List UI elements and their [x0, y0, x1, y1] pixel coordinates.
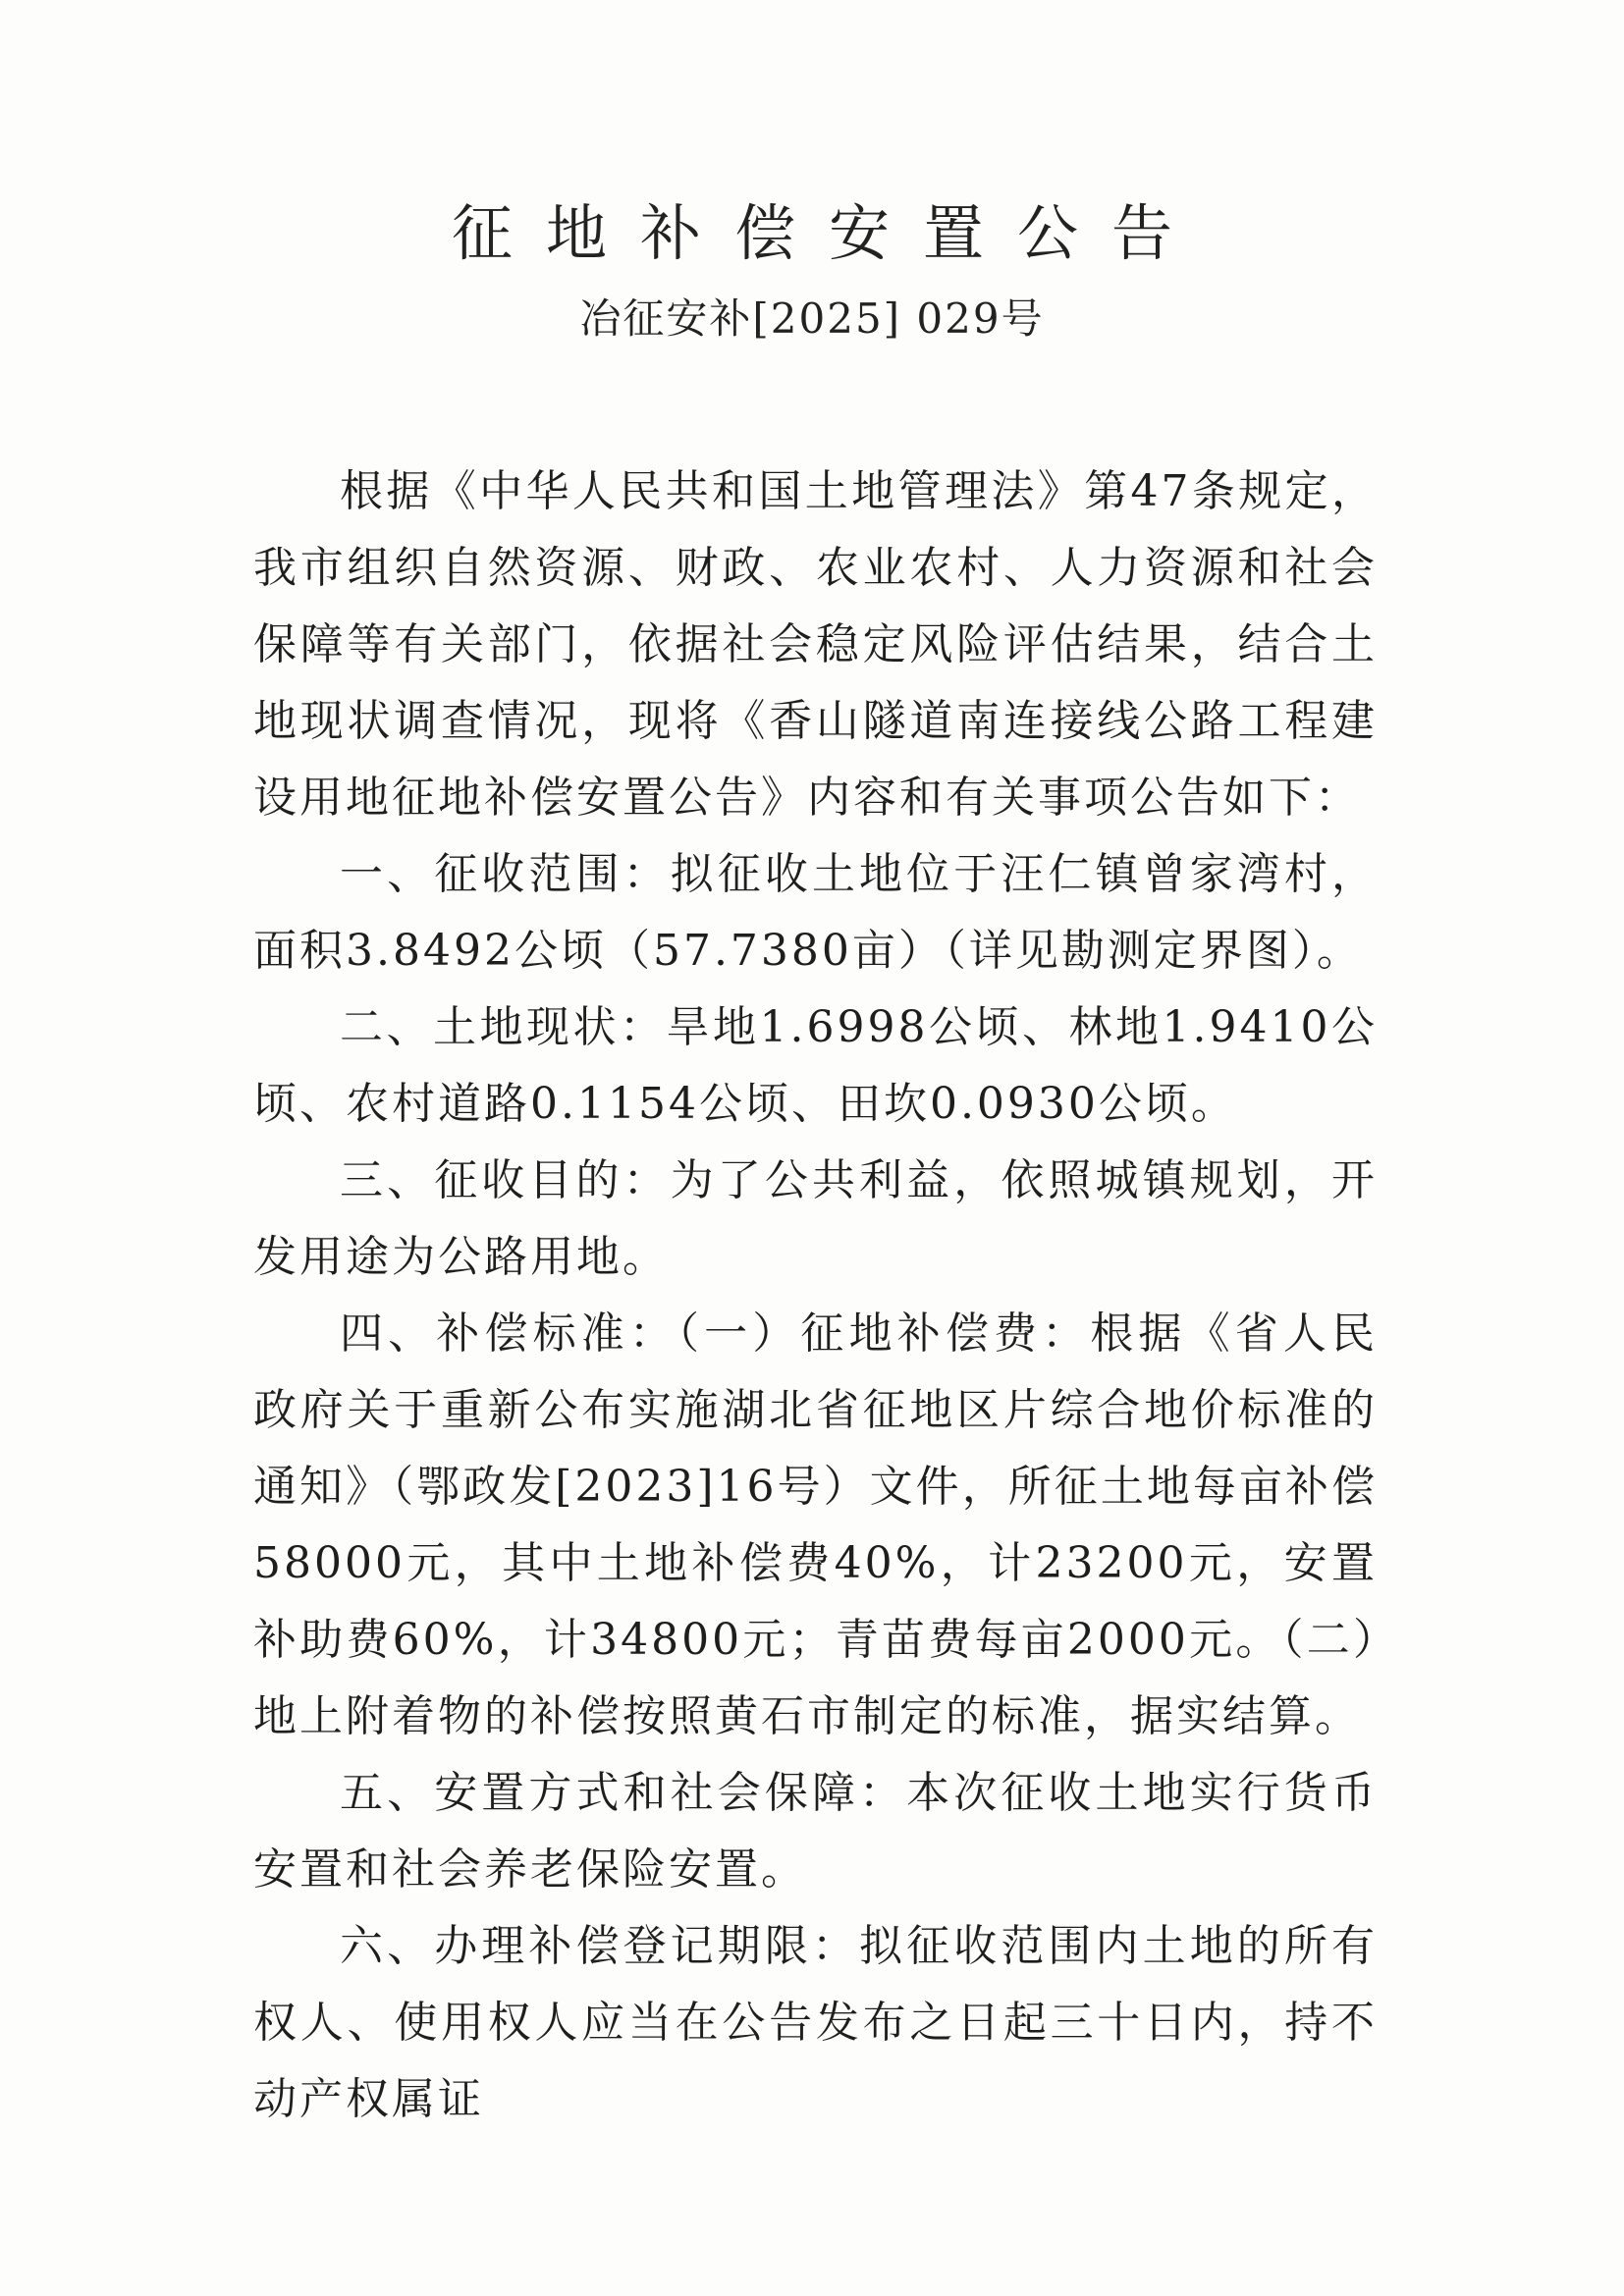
document-body: [253, 454, 1378, 2138]
document-number: 冶征安补[2025] 029号: [579, 294, 1045, 343]
paragraph-intro: 根据《中华人民共和国土地管理法》第47条规定，我市组织自然资源、财政、农业农村、人力资源和社会保障等有关部门，依据社会稳定风险评估结果，结合土地现状调查情况，现将《香山隧道南连接线公路工程建设用地征地补偿安置公告》内容和有关事项公告如下：: [253, 466, 1378, 823]
paragraph-purpose: 三、征收目的：为了公共利益，依照城镇规划，开发用途为公路用地。: [253, 1155, 1378, 1282]
paragraph-scope: 一、征收范围：拟征收土地位于汪仁镇曾家湾村，面积3.8492公顷（57.7380亩）（详见勘测定界图）。: [253, 849, 1378, 976]
paragraph-compensation: 四、补偿标准：（一）征地补偿费：根据《省人民政府关于重新公布实施湖北省征地区片综合地价标准的通知》（鄂政发[2023]16号）文件，所征土地每亩补偿58000元，其中土地补偿费40%，计23200元，安置补助费60%，计34800元；青苗费每亩2000元。（二）地上附着物的补偿按照黄石市制定的标准，据实结算。: [253, 1308, 1378, 1741]
paragraph-land-status: 二、土地现状：旱地1.6998公顷、林地1.9410公顷、农村道路0.1154公顷、田坎0.0930公顷。: [253, 1002, 1378, 1129]
paragraph-registration: 六、办理补偿登记期限：拟征收范围内土地的所有权人、使用权人应当在公告发布之日起三十日内，持不动产权属证: [253, 1921, 1378, 2124]
paragraph-resettlement: 五、安置方式和社会保障：本次征收土地实行货币安置和社会养老保险安置。: [253, 1768, 1378, 1895]
document-title: 征地补偿安置公告: [451, 197, 1206, 269]
